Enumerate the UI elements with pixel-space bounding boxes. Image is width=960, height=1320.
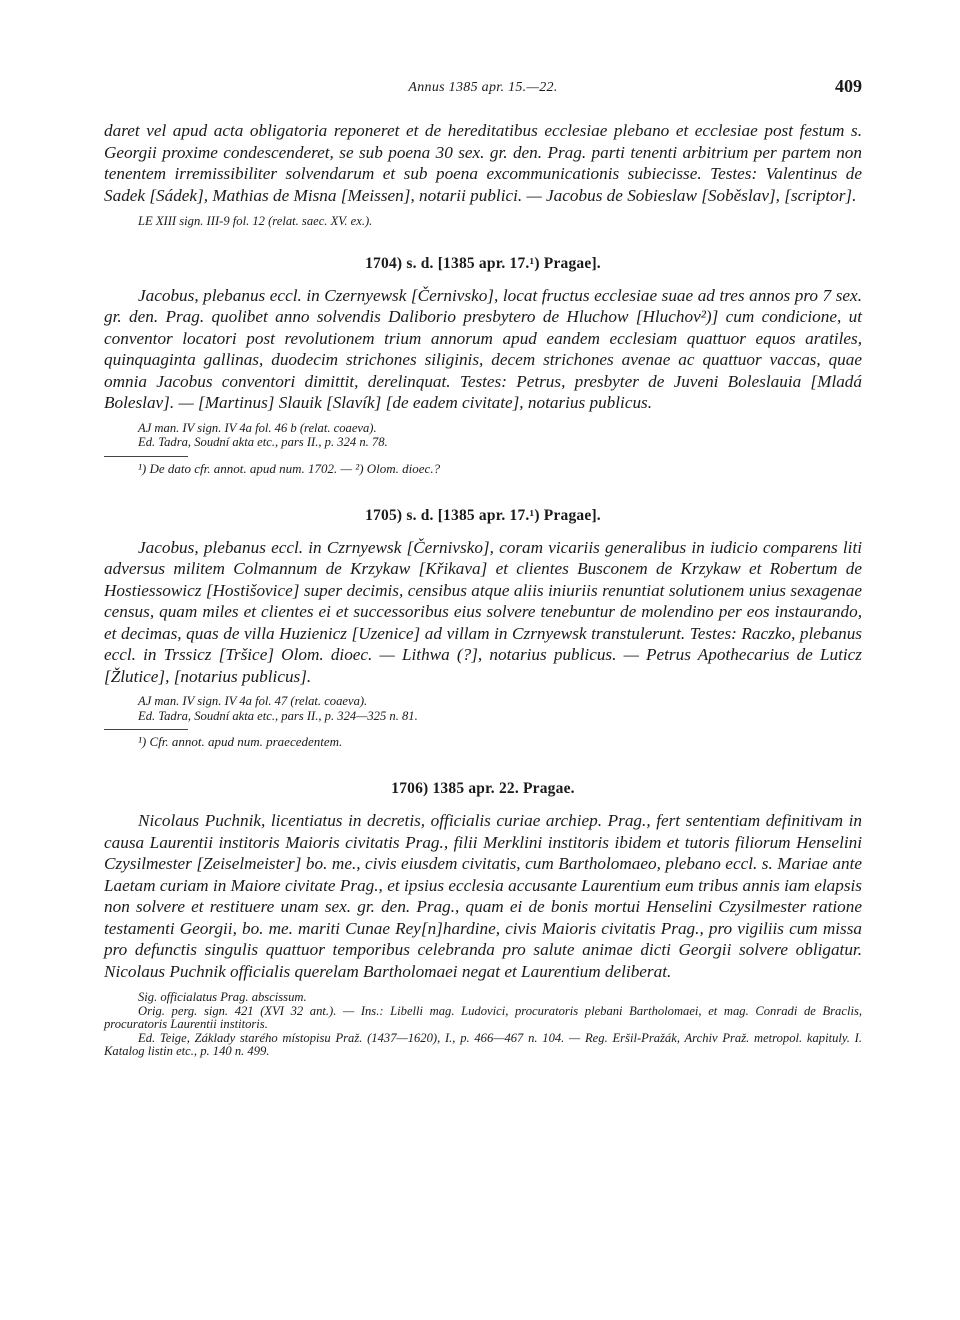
entry-1706-source-3: Ed. Teige, Základy starého místopisu Praž. (1437—1620), I., p. 466—467 n. 104. — Reg. Eršil-Pražák, Archiv Praž. metropol. kapituly. I. Katalog listin etc., p. 140 n. 499. <box>104 1030 862 1058</box>
entry-1704-text: Jacobus, plebanus eccl. in Czernyewsk [Černivsko], locat fructus ecclesiae suae ad tres annos pro 7 sex. gr. den. Prag. quolibet anno solvendis Daliborio presbytero de Hluchow [Hluchov²)] cum condicione, ut conventor locatori post revolutionem trium annorum apud eandem ecclesiam quattuor equos aratiles, quinquaginta gallinas, duodecim strichones siliginis, decem strichones avenae ac quattuor vaccas, quae omnia Jacobus conventori dimittit, derelinquat. Testes: Petrus, presbyter de Juveni Boleslauia [Mladá Boleslav]. — [Martinus] Slauik [Slavík] [de eadem civitate], notarius publicus. <box>104 285 862 412</box>
entry-1705-source-2: Ed. Tadra, Soudní akta etc., pars II., p. 324—325 n. 81. <box>138 708 418 723</box>
entry-1704-footnote: ¹) De dato cfr. annot. apud num. 1702. — ²) Olom. dioec.? <box>138 460 441 476</box>
page <box>104 76 862 1059</box>
running-head-title: Annus 1385 apr. 15.—22. <box>408 80 558 95</box>
entry-1706-source-1: Sig. officialatus Prag. abscissum. <box>138 990 307 1004</box>
running-head <box>104 76 862 102</box>
entry-1704-heading: 1704) s. d. [1385 apr. 17.¹) Pragae]. <box>365 254 601 272</box>
entry-1706-source-2: Orig. perg. sign. 421 (XVI 32 ant.). — Ins.: Libelli mag. Ludovici, procuratoris plebani Bartholomaei, et mag. Conradi de Braclis, procuratoris Laurentii institoris. <box>104 1003 862 1031</box>
entry-1706-heading: 1706) 1385 apr. 22. Pragae. <box>391 780 575 797</box>
entry-1705-source-1: AJ man. IV sign. IV 4a fol. 47 (relat. coaeva). <box>138 694 368 708</box>
entry-1703-continuation: daret vel apud acta obligatoria reponeret et de hereditatibus ecclesiae plebano et ecclesiae post festum s. Georgii proxime condescenderet, se sub poena 30 sex. gr. den. Prag. parti tenenti arbitrium per partem non tenentem irremissibiliter solvendarum et sub poena excommunicationis subiecisse. Testes: Valentinus de Sadek [Sádek], Mathias de Misna [Meissen], notarii publici. — Jacobus de Sobieslaw [Soběslav], [scriptor]. <box>104 121 862 205</box>
page-number: 409 <box>835 76 862 96</box>
entry-1705-footnote: ¹) Cfr. annot. apud num. praecedentem. <box>138 734 343 749</box>
entry-1704-source-1: AJ man. IV sign. IV 4a fol. 46 b (relat. coaeva). <box>138 420 377 435</box>
footnote-rule <box>104 729 188 730</box>
entry-1704-source-2: Ed. Tadra, Soudní akta etc., pars II., p. 324 n. 78. <box>138 435 388 449</box>
entry-1703-source: LE XIII sign. III-9 fol. 12 (relat. saec. XV. ex.). <box>138 214 373 228</box>
entry-1705-heading: 1705) s. d. [1385 apr. 17.¹) Pragae]. <box>365 506 601 524</box>
footnote-rule <box>104 456 188 457</box>
entry-1705-text: Jacobus, plebanus eccl. in Czrnyewsk [Černivsko], coram vicariis generalibus in iudicio comparens liti adversus militem Colmannum de Krzykaw [Křikava] et clientes Busconem de Krzykaw et Robertum de Hostiessowicz [Hostišovice] super decimis, censibus atque aliis iniuriis renuntiat solutionem unius sexagenae census, quam miles et clientes ei et successoribus eius solvere tenebuntur de molendino per eos instaurando, et decimas, quas de villa Huzienicz [Uzenice] ad villam in Czrnyewsk transtulerunt. Testes: Raczko, plebanus eccl. in Trssicz [Tršice] Olom. dioec. — Lithwa (?], notarius publicus. — Petrus Apothecarius de Luticz [Žlutice], [notarius publicus]. <box>104 537 862 686</box>
entry-1706-text: Nicolaus Puchnik, licentiatus in decretis, officialis curiae archiep. Prag., fert sententiam definitivam in causa Laurentii institoris Maioris civitatis Prag., filii Merklini institoris ibidem et tutoris filiorum Henselini Czysilmester [Zeiselmeister] bo. me., civis eiusdem civitatis, cum Bartholomaeo, plebano eccl. s. Mariae ante Laetam curiam in Maiore civitate Prag., et ipsius ecclesia accusante Laurentium eum tribus annis iam elapsis non solvere et restituere unam sex. gr. den. Prag., quam ei de bonis mortui Henselini Czysilmester ratione testamenti Georgii, bo. me. mariti Cunae Rey[n]hardine, civis Maioris civitatis Prag., pro vigiliis cum missa pro defunctis singulis quattuor temporibus celebranda pro salute animae dicti Georgii solvere obligatur. Nicolaus Puchnik officialis querelam Bartholomaei negat et Laurentium deliberat. <box>104 811 862 981</box>
